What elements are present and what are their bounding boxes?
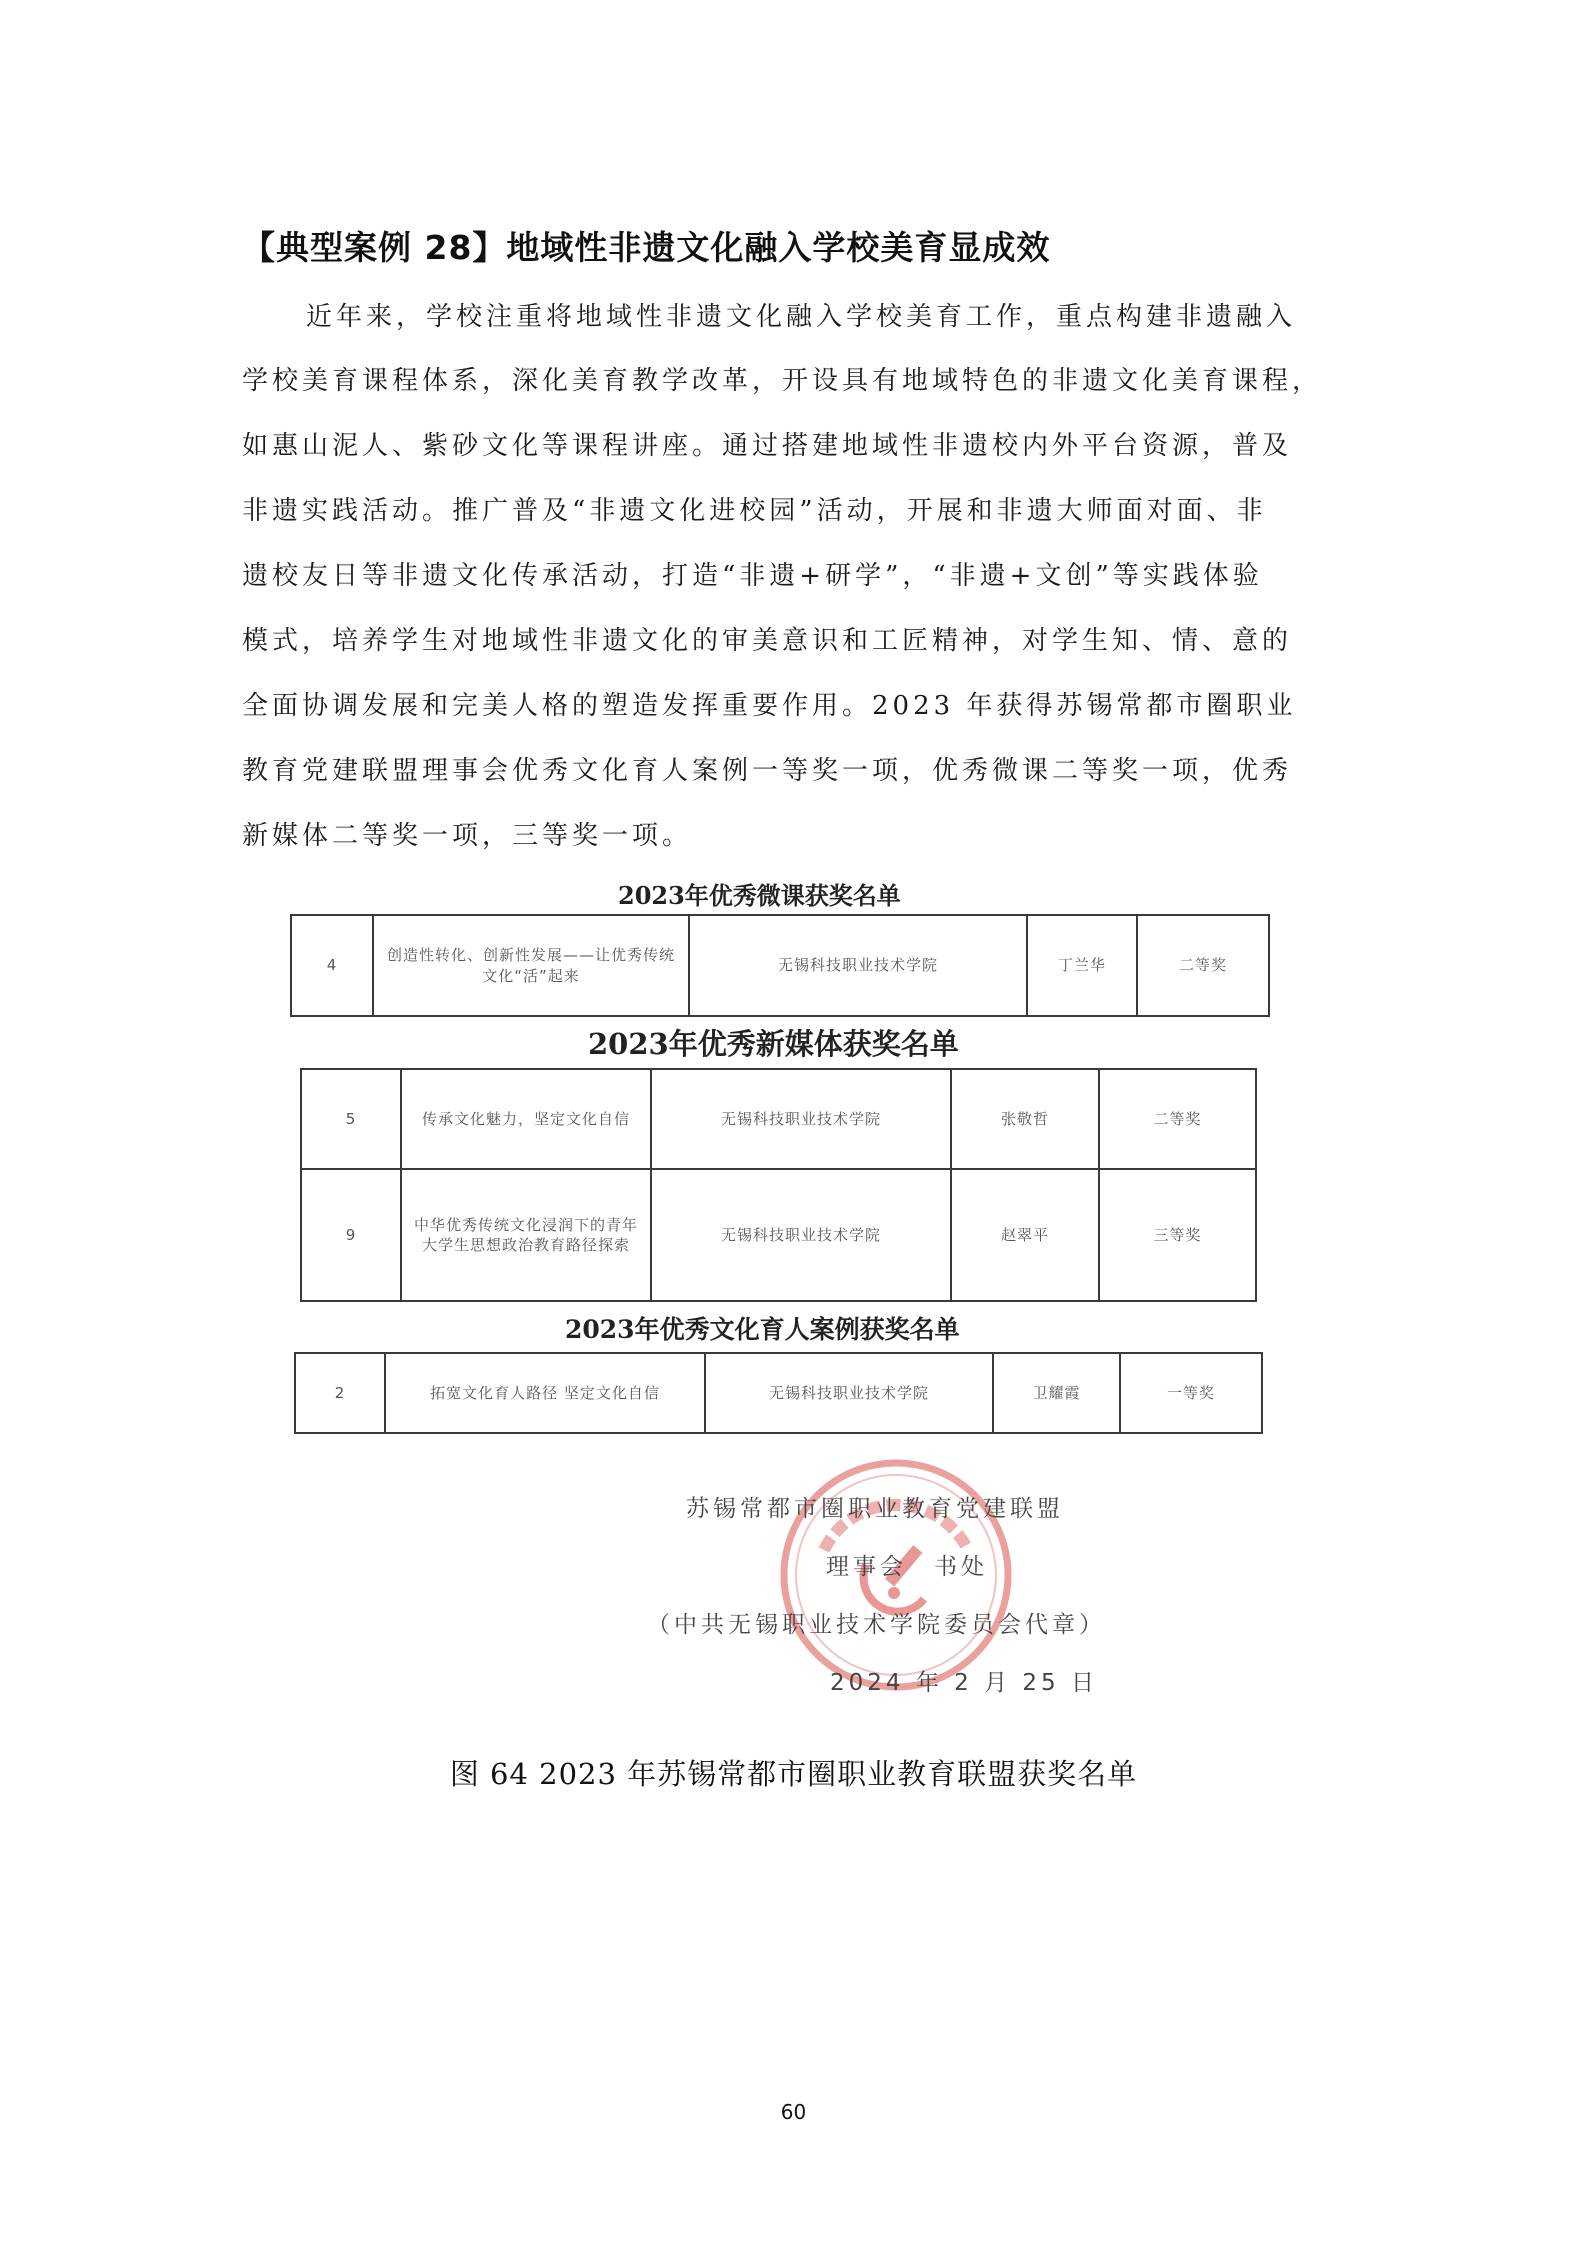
paragraph-line: 非遗实践活动。推广普及“非遗文化进校园”活动，开展和非遗大师面对面、非	[242, 496, 1267, 526]
cell-person: 赵翠平	[951, 1169, 1099, 1301]
signature-line: （中共无锡职业技术学院委员会代章）	[647, 1612, 1106, 1638]
table-row	[295, 1353, 1262, 1433]
paragraph-line: 教育党建联盟理事会优秀文化育人案例一等奖一项，优秀微课二等奖一项，优秀	[242, 756, 1293, 786]
cell-person: 卫耀霞	[993, 1353, 1120, 1433]
table-title: 2023年优秀文化育人案例获奖名单	[565, 1315, 960, 1344]
cell-work-name: 传承文化魅力，坚定文化自信	[401, 1069, 651, 1169]
award-table	[294, 1352, 1263, 1434]
cell-no: 4	[291, 915, 373, 1016]
cell-work-name: 创造性转化、创新性发展——让优秀传统文化“活”起来	[373, 915, 689, 1016]
cell-no: 5	[301, 1069, 401, 1169]
paragraph-line: 新媒体二等奖一项，三等奖一项。	[242, 821, 693, 851]
cell-work-name: 拓宽文化育人路径 坚定文化自信	[385, 1353, 705, 1433]
cell-school: 无锡科技职业技术学院	[651, 1069, 951, 1169]
figure-caption: 图 64 2023 年苏锡常都市圈职业教育联盟获奖名单	[449, 1757, 1138, 1791]
cell-no: 2	[295, 1353, 385, 1433]
paragraph-line: 全面协调发展和完美人格的塑造发挥重要作用。2023 年获得苏锡常都市圈职业	[242, 691, 1297, 721]
cell-work-name: 中华优秀传统文化浸润下的青年大学生思想政治教育路径探索	[401, 1169, 651, 1301]
table-row	[301, 1069, 1256, 1169]
signature-date: 2024 年 2 月 25 日	[830, 1670, 1098, 1696]
cell-school: 无锡科技职业技术学院	[651, 1169, 951, 1301]
paragraph-line: 学校美育课程体系，深化美育教学改革，开设具有地域特色的非遗文化美育课程，	[242, 366, 1323, 396]
award-table	[300, 1068, 1257, 1302]
paragraph-line: 近年来，学校注重将地域性非遗文化融入学校美育工作，重点构建非遗融入	[306, 302, 1297, 332]
signature-line: 理事会 书处	[826, 1554, 988, 1580]
cell-award: 二等奖	[1099, 1069, 1256, 1169]
paragraph-line: 遗校友日等非遗文化传承活动，打造“非遗+研学”，“非遗+文创”等实践体验	[242, 561, 1263, 591]
cell-person: 丁兰华	[1027, 915, 1137, 1016]
award-table	[290, 914, 1270, 1017]
paragraph-line: 如惠山泥人、紫砂文化等课程讲座。通过搭建地域性非遗校内外平台资源，普及	[242, 431, 1293, 461]
table-title: 2023年优秀新媒体获奖名单	[588, 1027, 959, 1061]
award-list-figure	[283, 870, 1283, 1700]
table-row	[291, 915, 1269, 1016]
cell-award: 三等奖	[1099, 1169, 1256, 1301]
page-number: 60	[780, 2100, 807, 2124]
paragraph-line: 模式，培养学生对地域性非遗文化的审美意识和工匠精神，对学生知、情、意的	[242, 626, 1293, 656]
signature-line: 苏锡常都市圈职业教育党建联盟	[686, 1496, 1064, 1522]
cell-school: 无锡科技职业技术学院	[705, 1353, 993, 1433]
cell-no: 9	[301, 1169, 401, 1301]
cell-award: 二等奖	[1137, 915, 1269, 1016]
cell-school: 无锡科技职业技术学院	[689, 915, 1027, 1016]
case-heading: 【典型案例 28】地域性非遗文化融入学校美育显成效	[242, 228, 1051, 267]
cell-person: 张敬哲	[951, 1069, 1099, 1169]
cell-award: 一等奖	[1120, 1353, 1262, 1433]
table-title: 2023年优秀微课获奖名单	[618, 881, 901, 910]
table-row	[301, 1169, 1256, 1301]
